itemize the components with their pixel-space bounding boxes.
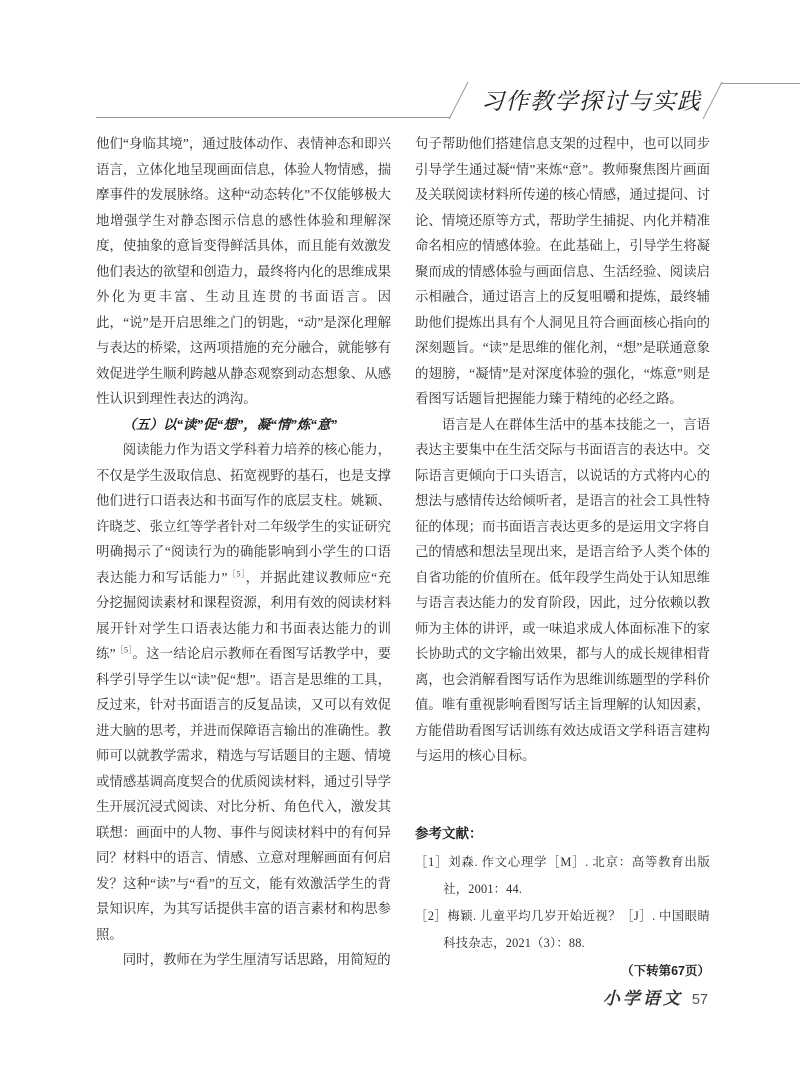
section-title: 习作教学探讨与实践 xyxy=(481,89,702,114)
references-list xyxy=(415,849,710,957)
page-number: 57 xyxy=(691,992,708,1008)
page-footer xyxy=(603,984,708,1009)
column-right-body xyxy=(415,131,710,821)
header-slash-left-icon xyxy=(449,82,468,119)
body-paragraph: 阅读能力作为语文学科着力培养的核心能力，不仅是学生汲取信息、拓宽视野的基石，也是支撑他们进行口语表达和书面写作的底层支柱。姚颖、许晓芝、张立红等学者针对二年级学生的实证研究明确揭示了“阅读行为的确能影响到小学生的口语表达能力和写话能力”$^{[5]}$，并据此建议教师应“充分挖掘阅读素材和课程资源，利用有效的阅读材料展开针对学生口语表达能力和书面表达能力的训练”$^{[5]}$。这一结论启示教师在看图写话教学中，要科学引导学生以“读”促“想”。语言是思维的工具，反过来，针对书面语言的反复品读，又可以有效促进大脑的思考，并进而保障语言输出的准确性。教师可以就教学需求，精选与写话题目的主题、情境或情感基调高度契合的优质阅读材料，通过引导学生开展沉浸式阅读、对比分析、角色代入，激发其联想：画面中的人物、事件与阅读材料中的有何异同？材料中的语言、情感、立意对理解画面有何启发？这种“读”与“看”的互文，能有效激活学生的背景知识库，为其写话提供丰富的语言素材和构思参照。 xyxy=(96,442,392,942)
reference-item: ［2］梅颖. 儿童平均几岁开始近视？［J］. 中国眼睛科技杂志，2021（3）：88. xyxy=(415,909,710,950)
body-paragraph: 同时，教师在为学生厘清写话思路，用简短的 xyxy=(122,952,391,967)
journal-name: 小学语文 xyxy=(602,989,683,1008)
column-right xyxy=(415,131,710,981)
column-left xyxy=(96,131,391,981)
citation-superscript: ［5］ xyxy=(227,569,246,579)
citation-superscript: ［5］ xyxy=(115,645,133,655)
continuation-note: （下转第67页） xyxy=(621,964,710,978)
body-paragraph: 语言是人在群体生活中的基本技能之一，言语表达主要集中在生活交际与书面语言的表达中。交际语言更倾向于口头语言，以说话的方式将内心的想法与感情传达给倾听者，是语言的社会工具性特征的体现；而书面语言表达更多的是运用文字将自己的情感和想法呈现出来，是语言给予人类个体的自省功能的价值所在。低年段学生尚处于认知思维与语言表达能力的发育阶段，因此，过分依赖以教师为主体的讲评，或一味追求成人体面标准下的家长协助式的文字输出效果，都与人的成长规律相背离，也会消解看图写话作为思维训练题型的学科价值。唯有重视影响看图写话主旨理解的认知因素，方能借助看图写话训练有效达成语文学科语言建构与运用的核心目标。 xyxy=(415,416,710,763)
reference-item: ［1］刘森. 作文心理学［M］. 北京：高等教育出版社，2001：44. xyxy=(415,855,710,896)
references-section xyxy=(415,821,710,981)
section-subheading: （五）以“读”促“想”，凝“情”炼“意” xyxy=(122,416,338,432)
body-paragraph: 他们“身临其境”，通过肢体动作、表情神态和即兴语言，立体化地呈现画面信息，体验人物情感，揣摩事件的发展脉络。这种“动态转化”不仅能够极大地增强学生对静态图示信息的感性体验和理解深度，使抽象的意旨变得鲜活具体，而且能有效激发他们表达的欲望和创造力，最终将内化的思维成果外化为更丰富、生动且连贯的书面语言。因此，“说”是开启思维之门的钥匙，“动”是深化理解与表达的桥梁，这两项措施的充分融合，就能够有效促进学生顺利跨越从静态观察到动态想象、从感性认识到理性表达的鸿沟。 xyxy=(96,136,391,406)
article-body xyxy=(96,131,710,981)
references-heading: 参考文献： xyxy=(415,826,483,841)
body-paragraph: 句子帮助他们搭建信息支架的过程中，也可以同步引导学生通过凝“情”来炼“意”。教师聚焦图片画面及关联阅读材料所传递的核心情感，通过提问、讨论、情境还原等方式，帮助学生捕捉、内化并精准命名相应的情感体验。在此基础上，引导学生将凝聚而成的情感体验与画面信息、生活经验、阅读启示相融合，通过语言上的反复咀嚼和提炼，最终辅助他们提炼出具有个人洞见且符合画面核心指向的深刻题旨。“读”是思维的催化剂，“想”是联通意象的翅膀，“凝情”是对深度体验的强化，“炼意”则是看图写话题旨把握能力臻于精纯的必经之路。 xyxy=(415,136,710,406)
